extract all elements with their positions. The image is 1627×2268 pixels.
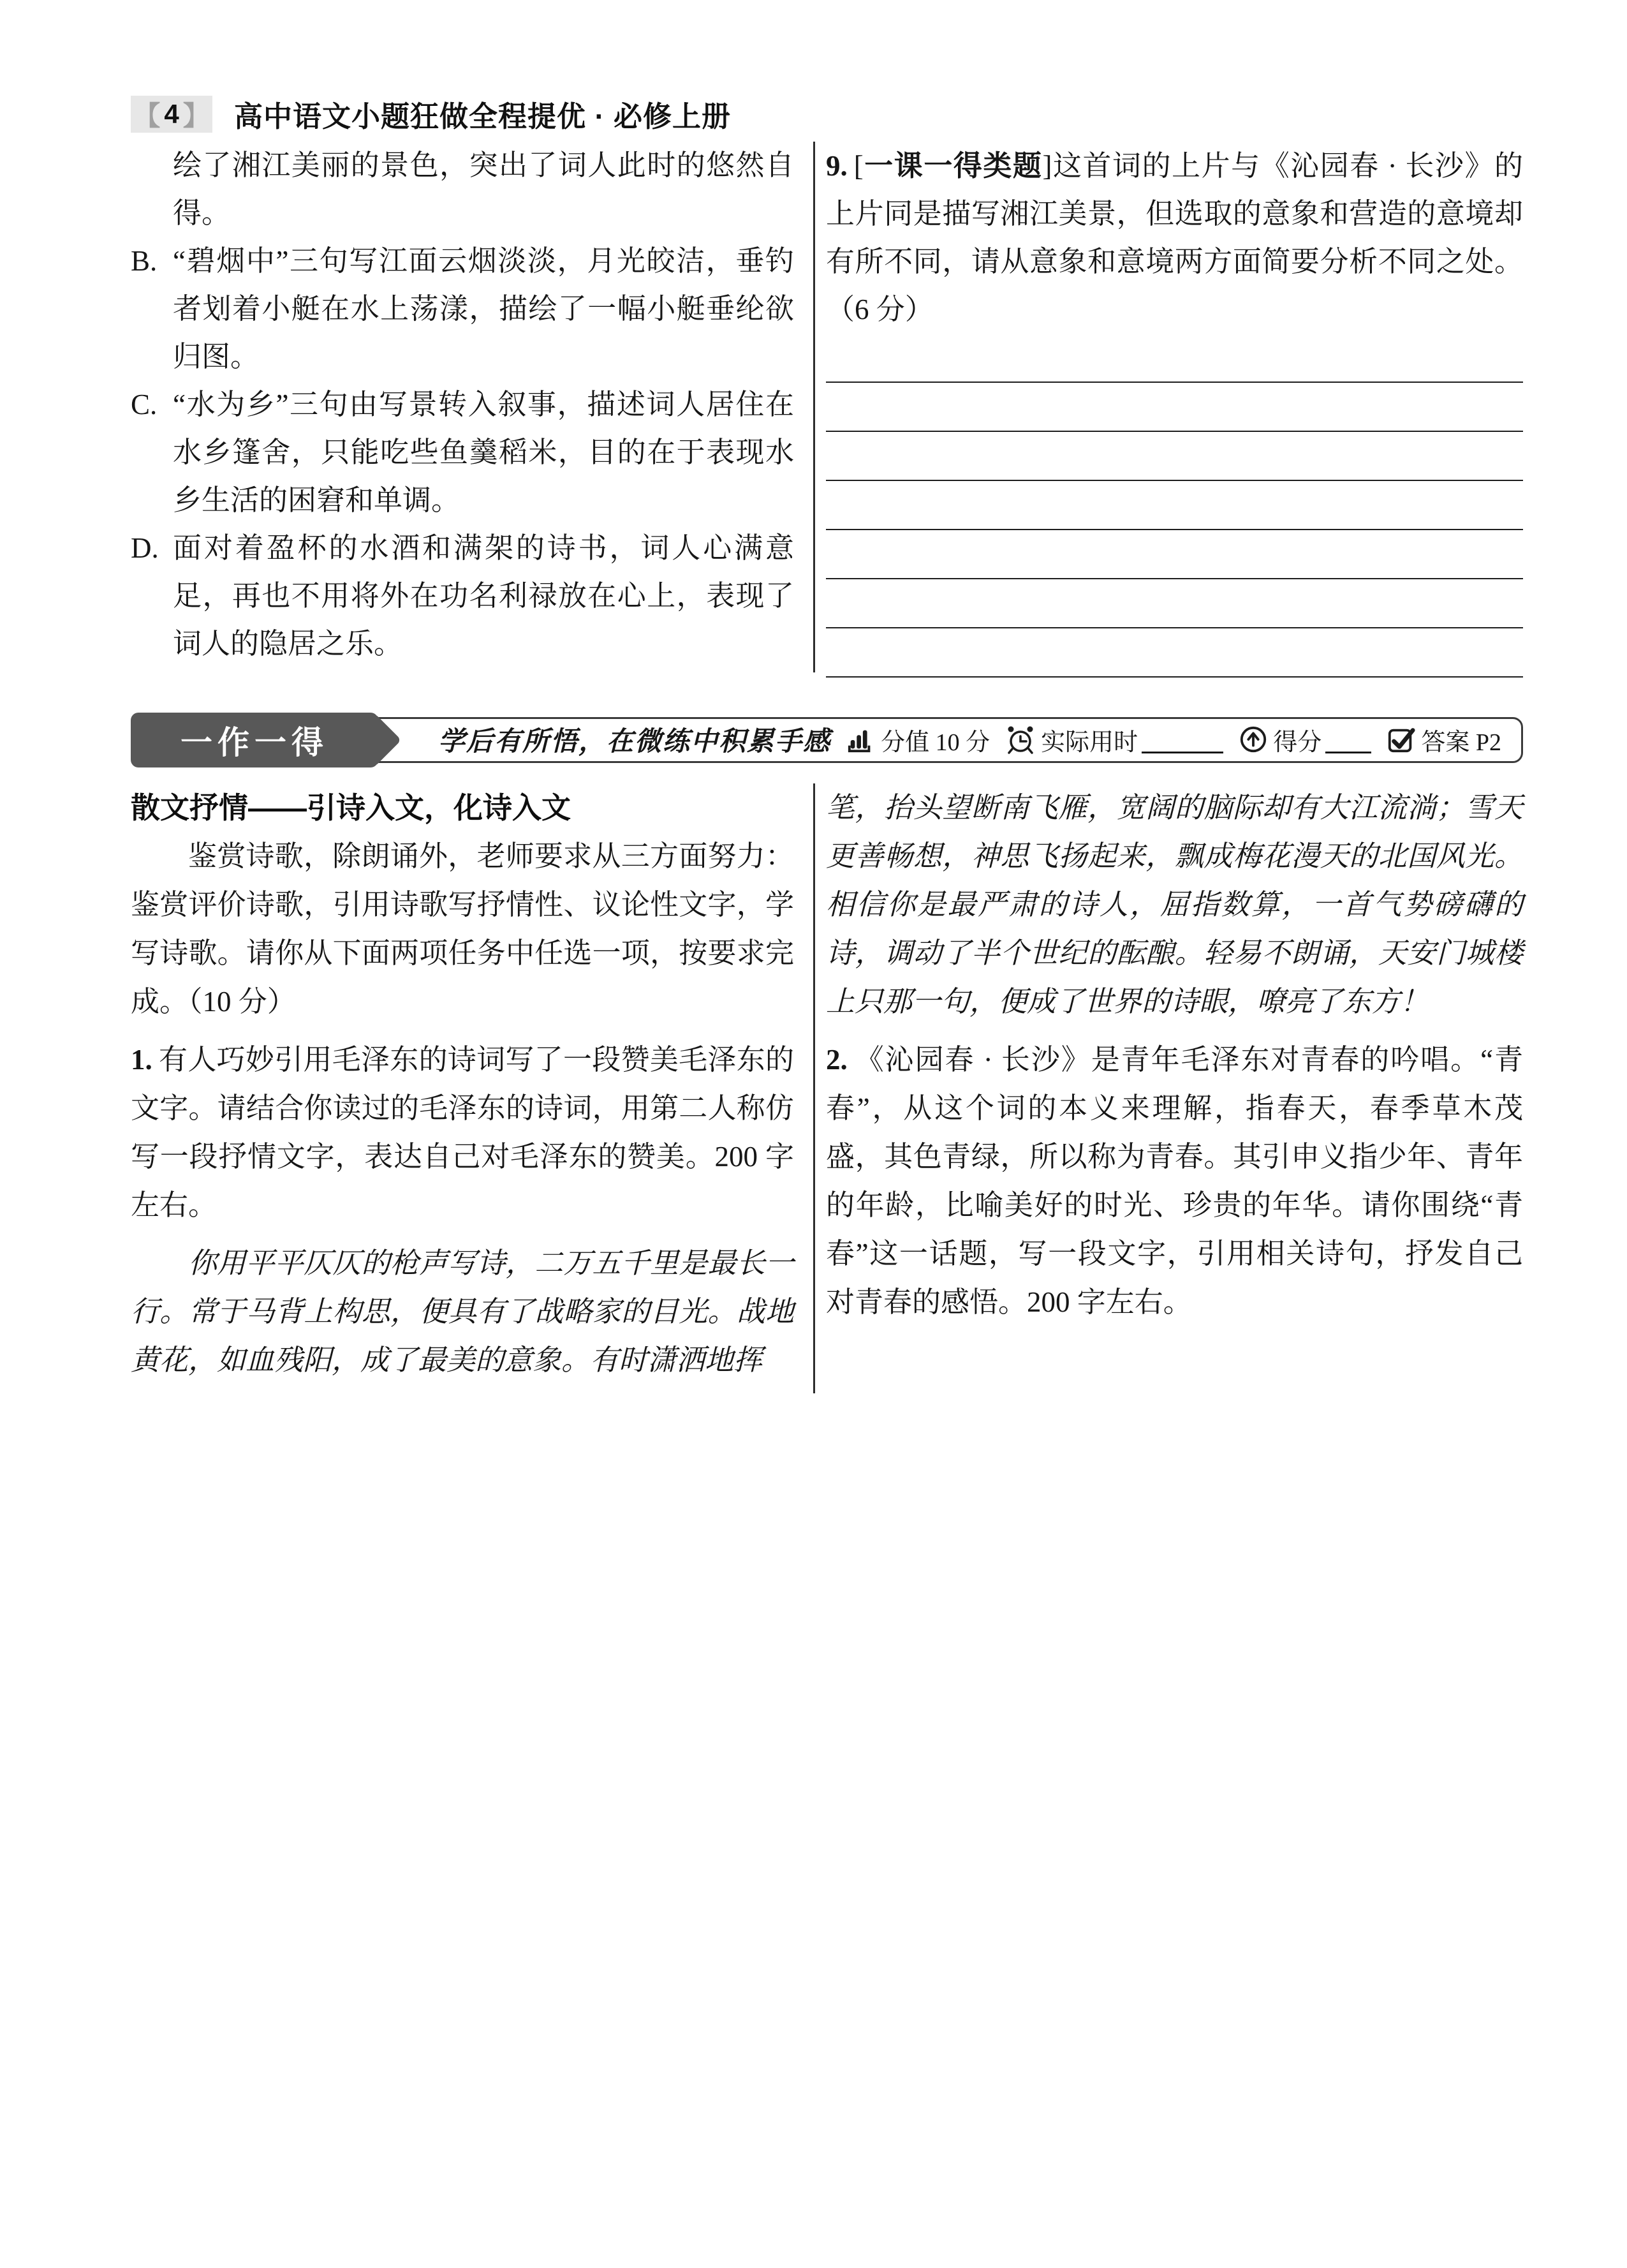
time-used-label: 实际用时	[1041, 729, 1138, 756]
question-9-number: 9.	[826, 150, 848, 182]
option-c-text: “水为乡”三句由写景转入叙事，描述词人居住在水乡篷舍，只能吃些鱼羹稻米，目的在于表现水乡生活的困窘和单调。	[173, 389, 794, 516]
top-left-column	[131, 142, 794, 678]
task-1-text: 有人巧妙引用毛泽东的诗词写了一段赞美毛泽东的文字。请结合你读过的毛泽东的诗词，用第二人称仿写一段抒情文字，表达自己对毛泽东的赞美。200 字左右。	[131, 1044, 794, 1221]
option-b-text: “碧烟中”三句写江面云烟淡淡，月光皎洁，垂钓者划着小艇在水上荡漾，描绘了一幅小艇垂纶欲归图。	[173, 245, 794, 373]
score-value-label: 分值 10 分	[881, 729, 990, 756]
score-blank[interactable]	[1325, 726, 1371, 753]
kai-passage-part2: 笔，抬头望断南飞雁，宽阔的脑际却有大江流淌；雪天更善畅想，神思飞扬起来，飘成梅花漫天的北国风光。相信你是最严肃的诗人，屈指数算，一首气势磅礴的诗，调动了半个世纪的酝酿。轻易不朗诵，天安门城楼上只那一句，便成了世界的诗眼，嘹亮了东方！	[826, 792, 1523, 1018]
task-1	[131, 1035, 794, 1229]
option-row-b	[131, 237, 794, 381]
section-banner	[131, 716, 1523, 763]
alarm-clock-icon	[1005, 724, 1036, 755]
bottom-section	[131, 783, 1523, 1393]
task-2-text: 《沁园春 · 长沙》是青年毛泽东对青春的吟唱。“青春”，从这个词的本义来理解，指春天，春季草木茂盛，其色青绿，所以称为青春。其引申义指少年、青年的年龄，比喻美好的时光、珍贵的年华。请你围绕“青春”这一话题，写一段文字，引用相关诗句，抒发自己对青春的感悟。200 字左右。	[826, 1044, 1523, 1318]
kai-passage-part1: 你用平平仄仄的枪声写诗，二万五千里是最长一行。常于马背上构思，便具有了战略家的目光。战地黄花，如血残阳，成了最美的意象。有时潇洒地挥	[131, 1247, 794, 1376]
question-9-tag-open: [	[853, 150, 864, 182]
task-2-number: 2.	[826, 1044, 848, 1076]
score-label: 得分	[1273, 729, 1322, 756]
banner-badge-label: 一作一得	[180, 725, 328, 760]
banner-content	[438, 716, 1501, 763]
question-9-tag-close: ]	[1042, 150, 1052, 182]
option-c-label: C.	[131, 389, 158, 420]
answer-line[interactable]	[826, 530, 1523, 579]
checkbox-check-icon	[1387, 725, 1416, 754]
option-row-c	[131, 381, 794, 524]
question-9	[826, 142, 1523, 334]
option-b-label: B.	[131, 245, 158, 277]
bottom-left-column	[131, 783, 794, 1393]
answer-line[interactable]	[826, 383, 1523, 432]
bar-chart-icon	[846, 725, 876, 754]
lesson-heading: 散文抒情——引诗入文，化诗入文	[131, 791, 571, 824]
banner-badge-body	[131, 713, 378, 767]
score-meta	[1239, 722, 1371, 757]
page-header	[131, 93, 731, 135]
question-9-tag: 一课一得类题	[863, 149, 1043, 182]
intro-paragraph: 鉴赏诗歌，除朗诵外，老师要求从三方面努力：鉴赏评价诗歌，引用诗歌写抒情性、议论性文字，学写诗歌。请你从下面两项任务中任选一项，按要求完成。（10 分）	[131, 840, 794, 1018]
page-badge-bracket-right: 】	[182, 100, 210, 131]
answer-line[interactable]	[826, 481, 1523, 530]
top-right-column	[826, 142, 1523, 678]
task-1-number: 1.	[131, 1044, 152, 1076]
top-section	[131, 142, 1523, 678]
page-number: 4	[164, 98, 179, 129]
bottom-right-column	[826, 783, 1523, 1393]
time-used-meta	[1005, 722, 1223, 757]
answer-line[interactable]	[826, 432, 1523, 481]
task-2	[826, 1035, 1523, 1326]
answer-lines	[826, 334, 1523, 678]
answer-ref-label: 答案 P2	[1421, 729, 1501, 756]
time-used-blank[interactable]	[1142, 726, 1223, 753]
answer-line[interactable]	[826, 579, 1523, 628]
question-9-text: 这首词的上片与《沁园春 · 长沙》的上片同是描写湘江美景，但选取的意象和营造的意境却有所不同，请从意象和意境两方面简要分析不同之处。（6 分）	[826, 150, 1523, 325]
option-d-label: D.	[131, 532, 159, 564]
column-divider-top	[813, 142, 815, 672]
option-d-text: 面对着盈杯的水酒和满架的诗书，词人心满意足，再也不用将外在功名利禄放在心上，表现了词人的隐居之乐。	[173, 532, 794, 660]
option-a-continuation: 绘了湘江美丽的景色，突出了词人此时的悠然自得。	[173, 149, 794, 229]
column-divider-bottom	[813, 783, 815, 1393]
banner-slogan: 学后有所悟，在微练中积累手感	[438, 727, 832, 757]
arrow-up-circle-icon	[1239, 725, 1268, 754]
answer-line[interactable]	[826, 628, 1523, 678]
score-value-meta	[846, 722, 990, 757]
book-title: 高中语文小题狂做全程提优 · 必修上册	[234, 100, 731, 133]
page-number-badge	[131, 96, 212, 133]
page-badge-bracket-left: 【	[133, 100, 161, 131]
answer-ref-meta	[1387, 722, 1501, 757]
option-row-d	[131, 524, 794, 668]
banner-badge	[131, 713, 419, 767]
answer-line[interactable]	[826, 334, 1523, 383]
